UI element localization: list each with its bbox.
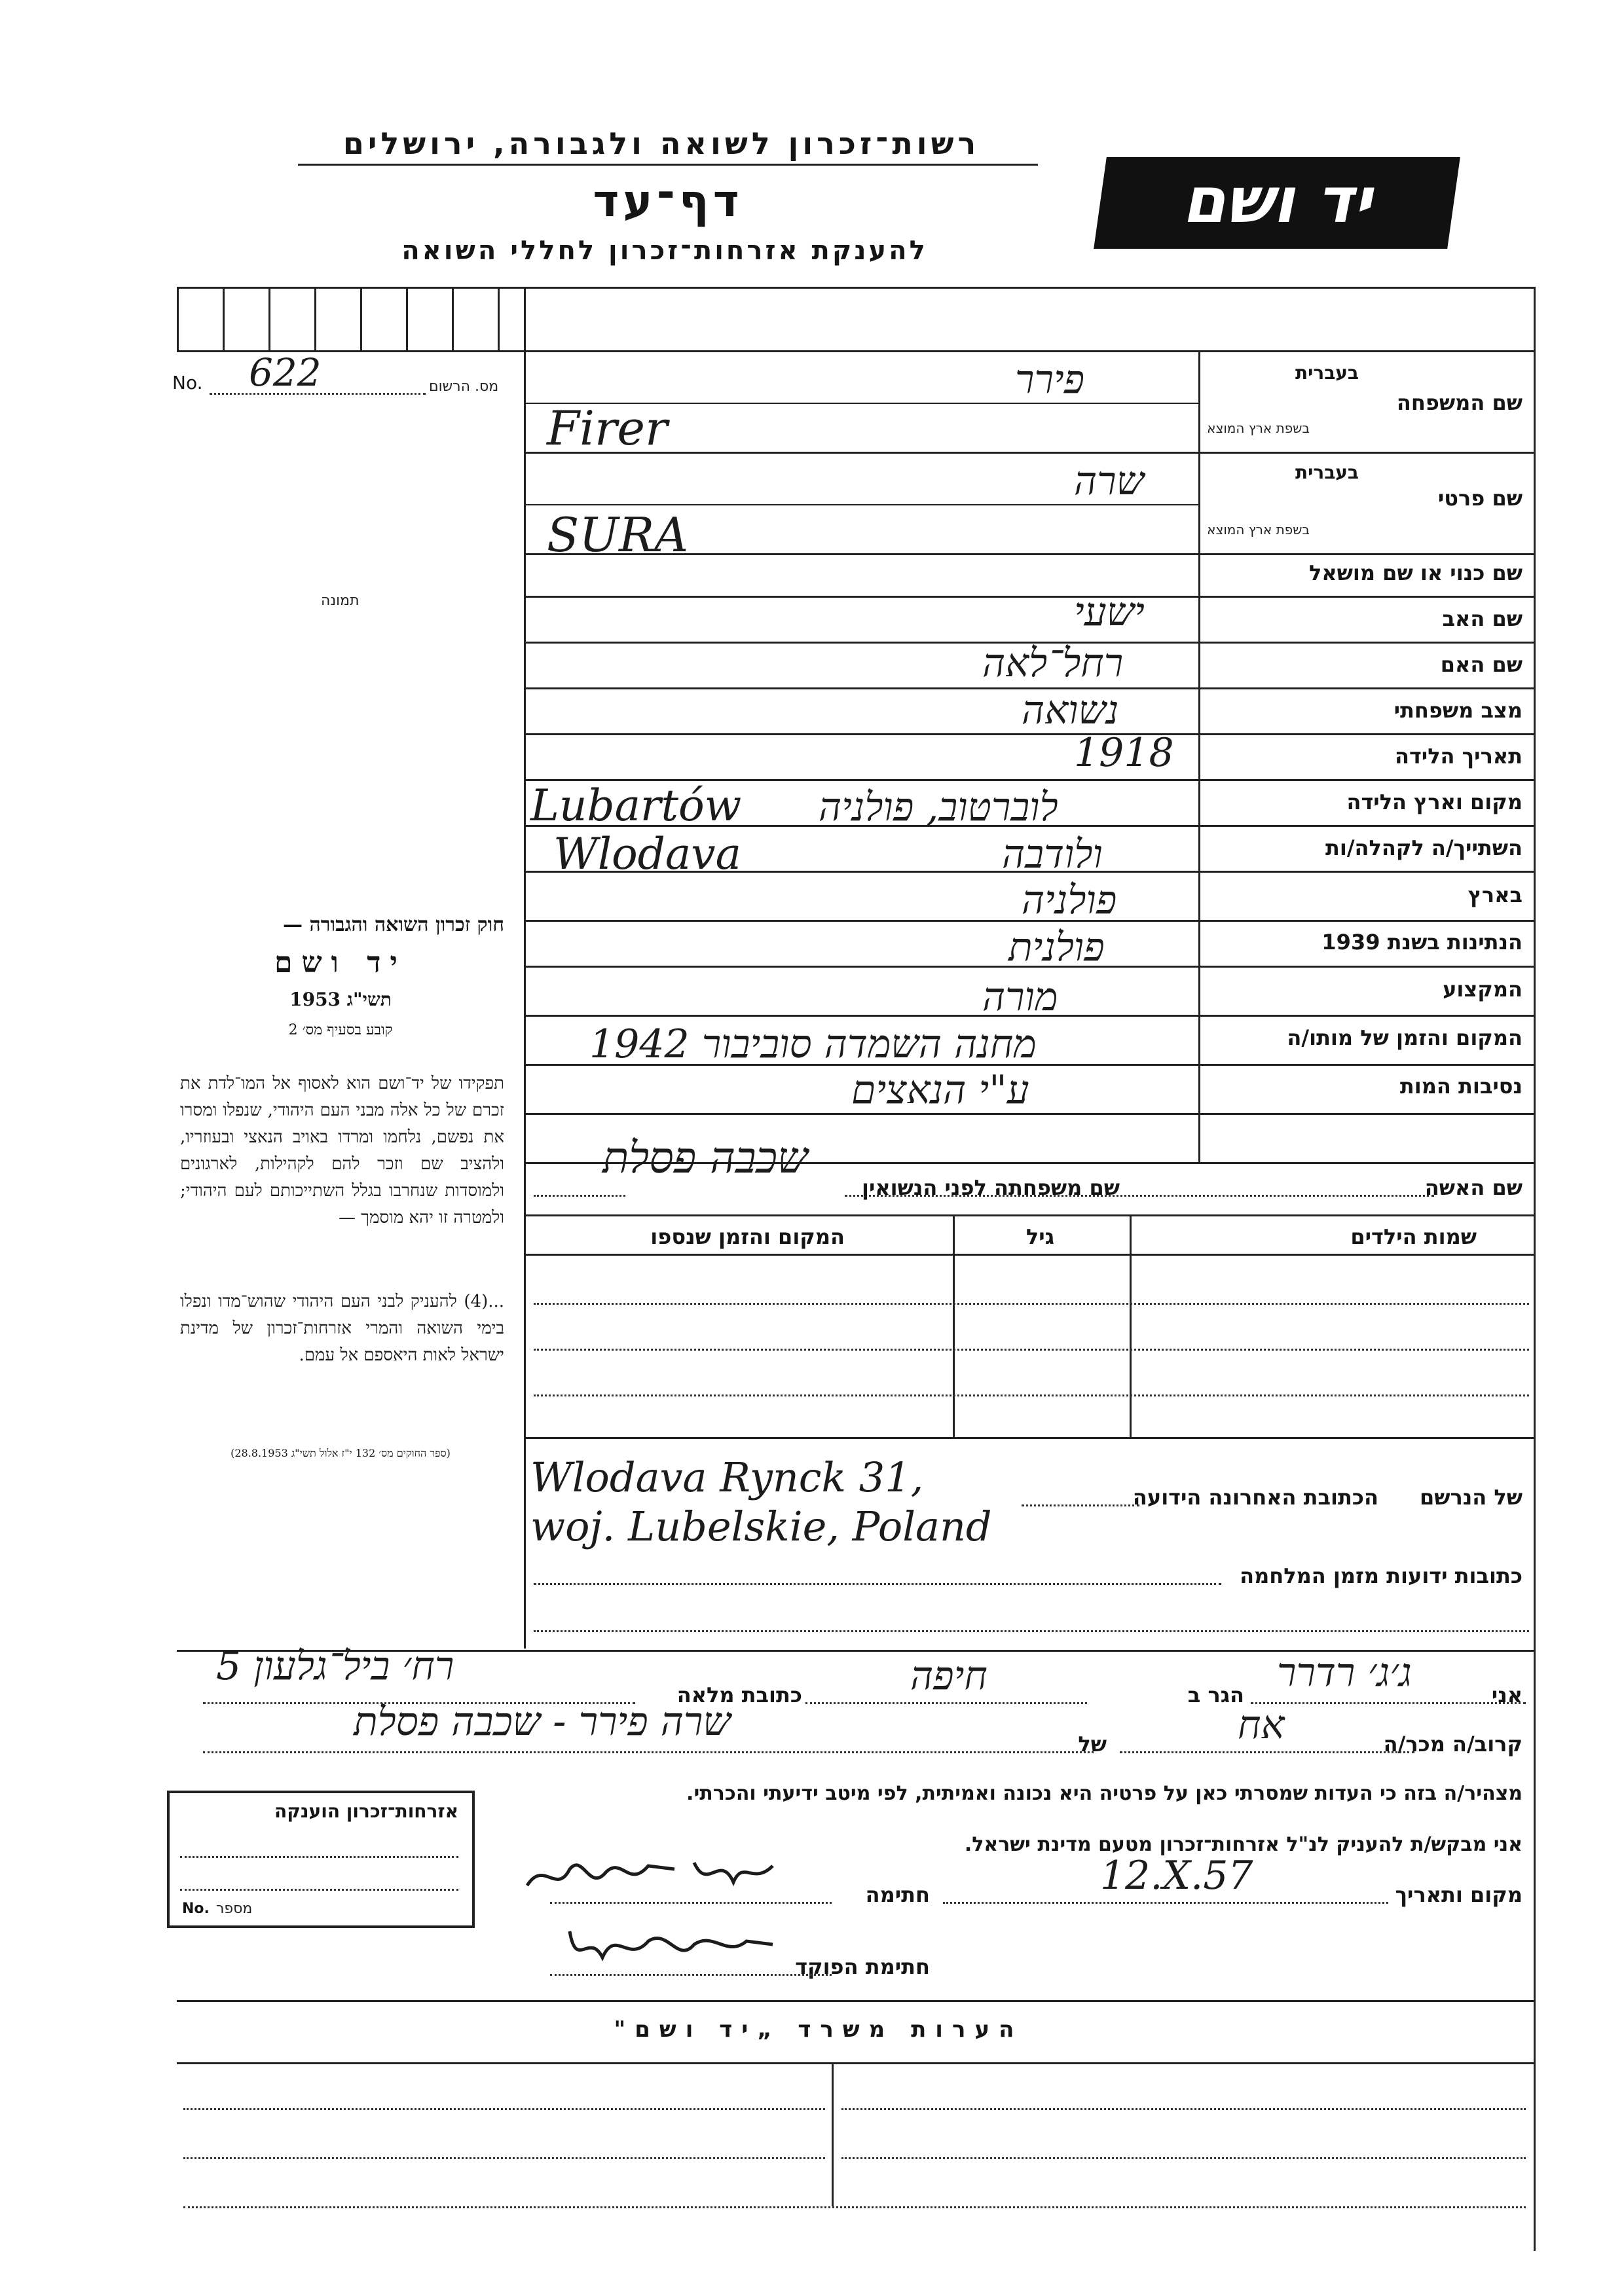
row-line [524, 452, 1536, 454]
reg-cell [498, 287, 500, 350]
notes-dots [183, 2206, 1526, 2208]
reg-mis-label: מס. הרשום [429, 378, 499, 395]
birth-date-value: 1918 [1074, 730, 1174, 776]
officer-signature [563, 1918, 779, 1977]
row-subline [524, 504, 1198, 505]
family-name-hebrew: פירר [1015, 357, 1085, 403]
reg-no-label: No. [172, 372, 203, 393]
witness-signature [524, 1846, 799, 1899]
witness-declaration: מצהיר/ה בזה כי העדות שמסרתי כאן על פרטיה היא נכונה ואמיתית, לפי מיטב ידיעתי והכרתי. [686, 1782, 1522, 1805]
death-cause-label: נסיבות המות [1399, 1074, 1522, 1099]
notes-line [177, 2062, 1536, 2064]
place-date-label: מקום ותאריך [1395, 1882, 1522, 1907]
witness-i-label: אני [1491, 1683, 1522, 1707]
notes-top [177, 2000, 1536, 2002]
law-title: חוק זכרון השואה והגבורה — [283, 913, 504, 936]
place-date-dots [943, 1902, 1388, 1904]
family-name-origin: Firer [547, 401, 668, 456]
witness-i-dots [1251, 1702, 1526, 1704]
law-paragraph-2: ...(4) להעניק לבני העם היהודי שהוש־מדו ונפלו בימי השואה והמרי אזרחות־זכרון של מדינת ישראל לאות היאספם אל עמם. [180, 1292, 504, 1365]
first-name-hebrew: שרה [1074, 458, 1145, 504]
children-header-line [524, 1254, 1536, 1256]
community-hebrew: ולודבה [1002, 831, 1103, 877]
first-name-origin: SURA [547, 507, 689, 562]
reg-cell [268, 287, 270, 350]
spouse-value: שכבה פסלת [602, 1133, 808, 1183]
spouse-maiden-label: שם משפחתה לפני הנשואין [861, 1175, 1120, 1200]
death-place-value-text: מחנה השמדה סוביבור 1942 [589, 1021, 1037, 1067]
citizenship-label: הנתינות בשנת 1939 [1321, 930, 1522, 955]
form-title: דף־עד [593, 175, 743, 227]
children-col [1130, 1214, 1132, 1437]
frame-top-row-bottom [177, 350, 1536, 352]
mother-value: רחל־לאה [982, 640, 1124, 686]
signature-label: חתימה [865, 1882, 930, 1907]
birth-place-label: מקום וארץ הלידה [1346, 790, 1522, 814]
row-line [524, 596, 1536, 598]
grant-dots [180, 1856, 458, 1858]
witness-resides-label: הגר ב [1187, 1683, 1244, 1707]
children-col [953, 1214, 955, 1437]
birth-place-hebrew: לוברטוב, פולניה [819, 784, 1058, 830]
reg-cell [452, 287, 454, 350]
notes-dots [841, 2108, 1526, 2110]
community-latin: Wlodava [553, 829, 741, 879]
first-name-label: שם פרטי [1437, 486, 1522, 511]
address-war-label: כתובות ידועות מזמן המלחמה [1240, 1563, 1522, 1588]
death-cause-value: ע"י הנאצים [851, 1067, 1029, 1113]
death-place-label: המקום והזמן של מותו/ה [1287, 1025, 1522, 1050]
witness-full-address-label: כתובת מלאה [676, 1683, 802, 1707]
grant-no-label: No. [182, 1901, 210, 1917]
law-year: תשי"ג 1953 [289, 989, 392, 1010]
country-value: פולניה [1022, 877, 1117, 923]
frame-top [177, 287, 1536, 289]
form-divider [524, 287, 526, 1649]
law-section: קובע בסעיף מס׳ 2 [288, 1022, 393, 1038]
witness-address-value: רח׳ ביל־גלעון 5 [216, 1643, 454, 1689]
grant-box-title: אזרחות־זכרון הוענקה [274, 1800, 458, 1822]
row-line [524, 1113, 1536, 1115]
birth-date-label: תאריך הלידה [1394, 744, 1522, 769]
address-line1: Wlodava Rynck 31, [530, 1453, 924, 1501]
photo-label: תמונה [321, 592, 360, 609]
notes-dots [183, 2157, 825, 2159]
father-value: ישעי [1074, 589, 1145, 635]
hebrew-label-2: בעברית [1295, 462, 1359, 483]
grant-dots [180, 1889, 458, 1891]
profession-value: מורה [982, 974, 1058, 1020]
father-label: שם האב [1442, 606, 1522, 631]
witness-resides-dots [805, 1702, 1087, 1704]
children-dots [534, 1394, 1529, 1396]
grant-number-label: מספר [216, 1901, 253, 1917]
notes-label: הערות משרד „יד ושם" [614, 2016, 1024, 2043]
witness-i-value: ג׳ג׳ רדרר [1277, 1650, 1412, 1696]
witness-relation-label: קרוב/ה מכר/ה [1383, 1732, 1522, 1757]
address-war-dots [534, 1583, 1221, 1585]
law-footnote: (ספר החוקים מס׳ 132 י"ז אלול תשי"ג 28.8.1953) [231, 1447, 451, 1459]
officer-label: חתימת הפוקד [795, 1954, 930, 1979]
nickname-label: שם כנוי או שם מושאל [1308, 560, 1522, 585]
reg-cell [314, 287, 316, 350]
marital-label: מצב משפחתי [1393, 698, 1522, 723]
authority-title: רשות־זכרון לשואה ולגבורה, ירושלים [342, 126, 980, 161]
children-age-header: גיל [1025, 1224, 1054, 1249]
label-divider [1198, 350, 1200, 1162]
witness-relation-value: אח [1238, 1702, 1285, 1748]
profession-label: המקצוע [1443, 977, 1522, 1002]
address-dots [1022, 1504, 1139, 1506]
community-label: השתייך/ה לקהלה/ות [1325, 835, 1522, 860]
row-line [524, 733, 1536, 735]
logo-text: יד ושם [1182, 164, 1372, 237]
children-top [524, 1214, 1536, 1216]
mother-label: שם האם [1440, 652, 1522, 677]
witness-request: אני מבקש/ת להעניק לנ"ל אזרחות־זכרון מטעם מדינת ישראל. [964, 1833, 1522, 1856]
reg-number: 622 [249, 350, 322, 395]
children-bottom [524, 1437, 1536, 1439]
notes-dots [841, 2157, 1526, 2159]
children-names-header: שמות הילדים [1350, 1224, 1477, 1249]
witness-of-dots [203, 1751, 1094, 1753]
authority-underline [298, 164, 1038, 166]
notes-dots [183, 2108, 825, 2110]
place-date-value: 12.X.57 [1100, 1853, 1253, 1899]
children-dots [534, 1303, 1529, 1305]
address-of-registered: של הנרשם [1419, 1485, 1522, 1510]
frame-right [1534, 287, 1536, 2251]
address-last-label: הכתובת האחרונה הידועה [1132, 1485, 1378, 1510]
spouse-label: שם האשה [1424, 1175, 1522, 1200]
birth-place-latin: Lubartów [530, 780, 742, 831]
hebrew-label-1: בעברית [1295, 362, 1359, 384]
country-label: בארץ [1467, 883, 1522, 907]
witness-relation-dots [1120, 1751, 1414, 1753]
children-dots [534, 1349, 1529, 1351]
origin-lang-label-2: בשפת ארץ המוצא [1207, 522, 1310, 538]
reg-cell [406, 287, 408, 350]
children-place-header: המקום והזמן שנספו [650, 1224, 845, 1249]
witness-of-value: שרה פירר - שכבה פסלת [354, 1699, 731, 1745]
form-subtitle: להענקת אזרחות־זכרון לחללי השואה [401, 236, 928, 266]
address-line2: woj. Lubelskie, Poland [530, 1503, 992, 1550]
reg-cell [223, 287, 225, 350]
marital-value: נשואה [1022, 687, 1119, 733]
witness-of-label: של [1078, 1732, 1107, 1757]
reg-cell [177, 287, 179, 350]
spouse-dots-2 [534, 1195, 625, 1197]
origin-lang-label-1: בשפת ארץ המוצא [1207, 420, 1310, 436]
notes-divider [832, 2062, 834, 2206]
family-name-label: שם המשפחה [1396, 390, 1522, 415]
signature-dots [550, 1902, 832, 1904]
law-name: יד ושם [274, 946, 407, 979]
citizenship-value: פולנית [1008, 924, 1105, 970]
reg-cell [360, 287, 362, 350]
witness-resides-value: חיפה [910, 1653, 987, 1699]
address-war-dots [534, 1630, 1529, 1632]
law-paragraph-1: תפקידו של יד־ושם הוא לאסוף אל המו־לדת את זכרם של כל אלה מבני העם היהודי, שנפלו ומסרו את נפשם, נלחמו ומרדו באויב הנאצי ובעוזריו, ולהציב שם וזכר להם לקהילות, לארגונים ולמוסדות שנחרבו בגלל השתייכותם לעם היהודי; ולמטרה זו יהא מוסמך — [180, 1074, 504, 1228]
